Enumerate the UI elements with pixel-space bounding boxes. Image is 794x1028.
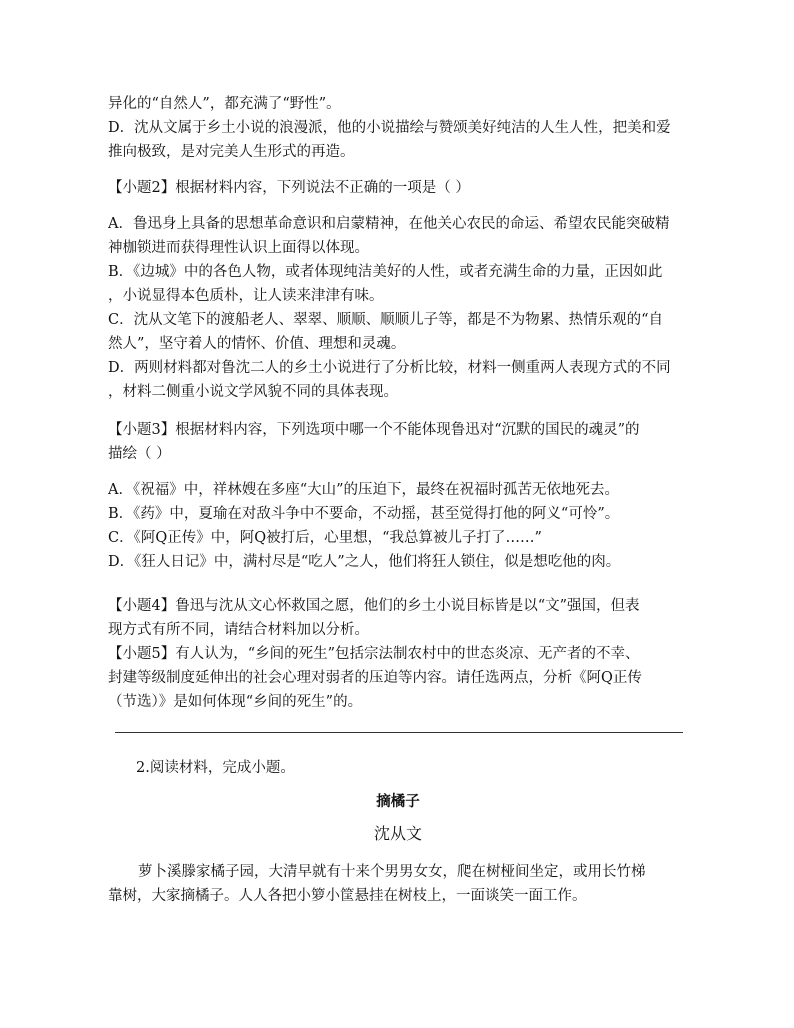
- text-line: 靠树，大家摘橘子。人人各把小箩小筐悬挂在树枝上，一面谈笑一面工作。: [108, 888, 587, 904]
- passage-title-text: 摘橘子: [376, 793, 420, 810]
- option-line: A．鲁迅身上具备的思想革命意识和启蒙精神，在他关心农民的命运、希望农民能突破精: [108, 216, 670, 232]
- option-line: B．《药》中，夏瑜在对敌斗争中不要命，不动摇，甚至觉得打他的阿义“可怜”。: [108, 506, 620, 522]
- text-line: 【小题4】鲁迅与沈从文心怀救国之愿，他们的乡土小说目标皆是以“文”强国，但表: [108, 598, 640, 614]
- text-line: （节选）》是如何体现“乡间的死生”的。: [108, 694, 363, 710]
- section-2-instruction: [136, 756, 696, 780]
- option-line: C．《阿Q正传》中，阿Q被打后，心里想，“我总算被儿子打了……”: [108, 530, 542, 546]
- option-line: C．沈从文笔下的渡船老人、翠翠、顺顺、顺顺儿子等，都是不为物累、热情乐观的“自: [108, 312, 664, 328]
- text-line: 【小题5】有人认为，“乡间的死生”包括宗法制农村中的世态炎凉、无产者的不幸、: [108, 646, 640, 662]
- text-line: 现方式有所不同，请结合材料加以分析。: [108, 622, 369, 638]
- text-line: 推向极致，是对完美人生形式的再造。: [108, 144, 355, 160]
- option-line: ，小说显得本色质朴，让人读来津津有味。: [108, 288, 384, 304]
- questions-4-5: [108, 594, 688, 714]
- option-line: D．《狂人日记》中，满村尽是“吃人”之人，他们将狂人锁住，似是想吃他的肉。: [108, 554, 621, 570]
- text-line: 异化的“自然人”，都充满了“野性”。: [108, 96, 341, 112]
- passage-paragraph: [108, 860, 688, 908]
- top-paragraph: [108, 92, 688, 164]
- passage-title: [108, 790, 688, 814]
- question-stem: 【小题2】根据材料内容，下列说法不正确的一项是（ ）: [108, 180, 470, 196]
- question-2: [108, 176, 688, 404]
- question-stem-cont: 描绘（ ）: [108, 446, 171, 462]
- option-line: 神枷锁进而获得理性认识上面得以体现。: [108, 240, 369, 256]
- option-line: ，材料二侧重小说文学风貌不同的具体表现。: [108, 384, 398, 400]
- option-line: B．《边城》中的各色人物，或者体现纯洁美好的人性，或者充满生命的力量，正因如此: [108, 264, 663, 280]
- text-line: 封建等级制度延伸出的社会心理对弱者的压迫等内容。请任选两点，分析《阿Q正传: [108, 670, 642, 686]
- text-line: D．沈从文属于乡土小说的浪漫派，他的小说描绘与赞颂美好纯洁的人生人性，把美和爱: [108, 120, 671, 136]
- option-line: D．两则材料都对鲁沈二人的乡土小说进行了分析比较，材料一侧重两人表现方式的不同: [108, 360, 671, 376]
- option-line: A．《祝福》中，祥林嫂在多座“大山”的压迫下，最终在祝福时孤苦无依地死去。: [108, 482, 620, 498]
- text-line: 萝卜溪滕家橘子园，大清早就有十来个男男女女，爬在树桠间坐定，或用长竹梯: [138, 864, 646, 880]
- question-stem: 【小题3】根据材料内容，下列选项中哪一个不能体现鲁迅对“沉默的国民的魂灵”的: [108, 422, 640, 438]
- option-line: 然人”，坚守着人的情怀、价值、理想和灵魂。: [108, 336, 406, 352]
- passage-author-text: 沈从文: [373, 824, 422, 843]
- section-divider: [115, 732, 683, 733]
- instruction-text: 2.阅读材料，完成小题。: [136, 760, 295, 776]
- question-3: [108, 418, 688, 574]
- passage-author: [108, 822, 688, 846]
